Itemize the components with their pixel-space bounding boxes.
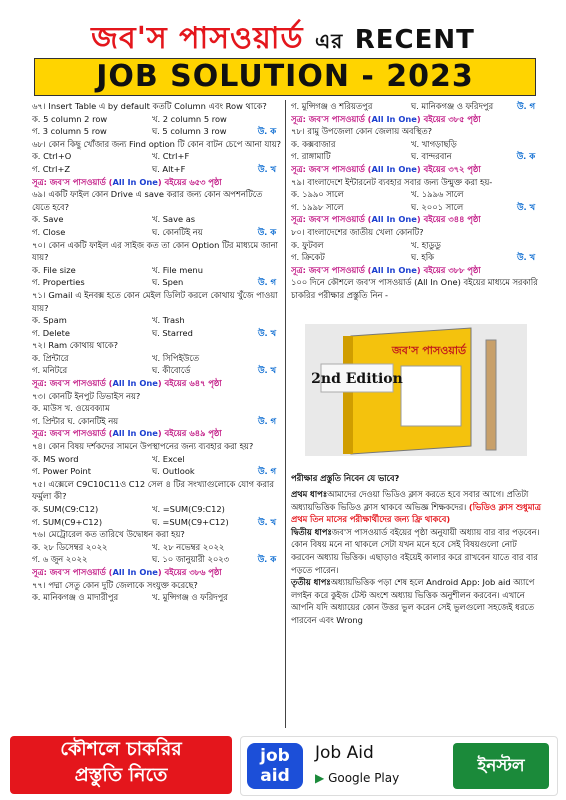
option-row — [32, 163, 282, 176]
option-b: ঘ. কীবোর্ডে — [152, 365, 191, 376]
option-a: ক. মাউস খ. ওয়েবক্যাম — [32, 403, 110, 414]
option-a: গ. মুন্সিগঞ্জ ও শরিয়তপুর — [291, 101, 373, 111]
option-a: ক. SUM(C9:C12) — [32, 504, 99, 514]
option-b: খ. 2 column 5 row — [152, 113, 227, 124]
step-2-label: দ্বিতীয় ধাপঃ — [291, 526, 332, 537]
column-divider — [285, 100, 286, 728]
question-text: ৭০। কোন একটি ফাইল এর সাইজ কত তা কোন Option টির মাধ্যমে জানা যায়? — [32, 239, 278, 263]
question-text: ৬৭। Insert Table এ by default কতটি Column এবং Row থাকে? — [32, 101, 267, 111]
google-play-text: Google Play — [328, 771, 400, 785]
option-a: গ. Power Point — [32, 466, 92, 477]
option-a: গ. প্রিন্টার ঘ. কোনটিই নয় — [32, 415, 119, 426]
option-b: খ. Excel — [152, 453, 185, 464]
answer-label: উ. গ — [517, 101, 535, 111]
question-text: ৬৮। কোন কিছু খোঁজার জন্য Find option টি কোন বাটন চেপে আনা যায়? — [32, 138, 281, 149]
option-a: গ. Ctrl+Z — [32, 163, 71, 174]
brand-name: জব'স পাসওয়ার্ড — [91, 21, 304, 56]
option-b: ঘ. মানিকগঞ্জ ও ফরিদপুর — [411, 101, 494, 111]
source-pre: সূত্র: জব'স পাসওয়ার্ড ( — [32, 566, 113, 577]
option-b: ঘ. Starred — [152, 327, 193, 338]
source-pre: সূত্র: জব'স পাসওয়ার্ড ( — [291, 264, 372, 275]
source-post: ) বইয়ের ৩৭২ পৃষ্ঠা — [416, 163, 481, 174]
option-a: ক. Ctrl+O — [32, 151, 72, 162]
step-1-text: আমাদের দেওয়া ভিডিও ক্লাস করতে হবে সবার আগে। প্রতিটা অধ্যায়ভিত্তিক ভিডিও ক্লাস থাকবে অভিজ্ঞ শিক্ষকদের। — [291, 489, 529, 512]
option-b: ঘ. Alt+F — [152, 163, 186, 174]
answer-label: উ. খ — [258, 365, 276, 376]
source-pre: সূত্র: জব'স পাসওয়ার্ড ( — [291, 163, 372, 174]
question-text: ৭২। Ram কোথায় থাকে? — [32, 340, 118, 351]
app-name: Job Aid — [315, 743, 374, 763]
job-solution-title: JOB SOLUTION - 2023 — [96, 59, 474, 94]
footer-slogan — [10, 736, 232, 794]
option-b: ঘ. ১০ জানুয়ারী ২০২৩ — [152, 554, 230, 565]
answer-label: উ. খ — [517, 201, 535, 212]
answer-label: উ. গ — [258, 277, 276, 288]
option-row — [32, 516, 282, 529]
prep-title: পরীক্ষার প্রস্তুতি নিবেন যে ভাবে? — [291, 472, 400, 483]
edition-text: 2nd Edition — [311, 370, 403, 387]
option-row — [291, 100, 541, 113]
option-b: ঘ. ২০০১ সালে — [411, 201, 464, 212]
step-1-label: প্রথম ধাপঃ — [291, 489, 328, 500]
question-text: ১০০ দিনে কৌশলে জব'স পাসওয়ার্ড (All In One) বইয়ের মাধ্যমে সরকারি চাকরির পরীক্ষার প্রস্তুতি নিন - — [291, 277, 538, 300]
source-pre: সূত্র: জব'স পাসওয়ার্ড ( — [32, 176, 113, 187]
option-b: ঘ. =SUM(C9+C12) — [152, 516, 229, 527]
prep-step-1 — [291, 488, 541, 526]
source-all-in-one: All In One — [112, 428, 158, 439]
source-all-in-one: All In One — [112, 378, 158, 389]
answer-label: উ. খ — [517, 252, 535, 263]
option-b: খ. Ctrl+F — [152, 151, 190, 162]
book-image-box — [401, 366, 461, 426]
answer-label: উ. গ — [258, 415, 276, 426]
book-illustration — [291, 306, 541, 466]
option-b: খ. File menu — [152, 264, 203, 275]
source-pre: সূত্র: জব'স পাসওয়ার্ড ( — [32, 378, 113, 389]
logo-top: job — [260, 746, 290, 766]
question-text: ৬৯। একটি ফাইল কোন Drive এ save করার জন্য কোন অপশনটিতে যেতে হবে? — [32, 189, 263, 212]
option-row — [32, 415, 282, 428]
option-a: ক. File size — [32, 264, 76, 275]
option-row — [32, 591, 282, 604]
option-row — [291, 201, 541, 214]
option-row — [32, 113, 282, 126]
source-post: ) বইয়ের ৬৪৯ পৃষ্ঠা — [157, 428, 222, 439]
option-b: ঘ. Spen — [152, 277, 184, 288]
slogan-line-1: কৌশলে চাকরির — [60, 738, 182, 760]
option-b: খ. Trash — [152, 315, 185, 326]
option-a: গ. মনিটরে — [32, 365, 68, 376]
question-text: ৭১। Gmail এ ইনবক্স হতে কোন মেইল ডিলিট করলে কোথায় খুঁজে পাওয়া যায়? — [32, 289, 278, 313]
option-b: খ. সিপিইউতে — [152, 352, 199, 363]
option-a: গ. SUM(C9+C12) — [32, 516, 103, 527]
source-post: ) বইয়ের ৩৮৮ পৃষ্ঠা — [416, 264, 481, 275]
option-row — [32, 553, 282, 566]
option-a: গ. ক্রিকেট — [291, 252, 325, 263]
right-column — [291, 100, 541, 627]
install-button[interactable]: ইনস্টল — [453, 743, 549, 789]
option-row — [32, 541, 282, 554]
option-b: ঘ. 5 column 3 row — [152, 126, 227, 137]
source-post: ) বইয়ের ৩৮৬ পৃষ্ঠা — [157, 566, 222, 577]
source-all-in-one: All In One — [371, 163, 417, 174]
prep-step-3 — [291, 576, 541, 626]
option-a: ক. MS word — [32, 453, 79, 464]
question-text: ৭৯। বাংলাদেশে ইন্টারনেট ব্যবহার সবার জন্য উন্মুক্ত করা হয়- — [291, 176, 493, 187]
source-all-in-one: All In One — [112, 566, 158, 577]
option-row — [291, 188, 541, 201]
question-text: ৭৫। এক্সেলে C9C10C11ও C12 সেল ৪ টির সংখ্যাগুলোকে যোগ করার ফর্মুলা কী? — [32, 478, 274, 502]
right-column-questions — [291, 100, 541, 302]
source-all-in-one: All In One — [371, 214, 417, 225]
source-reference — [291, 163, 541, 176]
step-3-label: তৃতীয় ধাপঃ — [291, 577, 331, 588]
option-a: ক. মানিকগঞ্জ ও মাদারীপুর — [32, 592, 119, 603]
option-row — [32, 276, 282, 289]
job-aid-logo-icon — [247, 743, 303, 789]
book-cover-graphic — [291, 306, 541, 466]
footer-banner — [0, 730, 566, 800]
banner-recent: RECENT — [354, 25, 475, 55]
source-all-in-one: All In One — [112, 176, 158, 187]
answer-label: উ. ক — [257, 554, 276, 565]
source-reference — [291, 113, 541, 126]
option-a: ক. 5 column 2 row — [32, 113, 108, 124]
option-row — [32, 352, 282, 365]
option-row — [291, 251, 541, 264]
option-row — [32, 453, 282, 466]
google-play-badge[interactable] — [315, 771, 399, 785]
answer-label: উ. ক — [516, 151, 535, 162]
option-a: ক. Save — [32, 214, 64, 225]
prep-step-2 — [291, 526, 541, 576]
option-a: ক. ফুটবল — [291, 239, 324, 250]
book-title-text: জব'স পাসওয়ার্ড — [391, 343, 467, 357]
source-reference — [32, 377, 282, 390]
question-text: ৭৬। মেট্রোরেল কত তারিখে উদ্বোধন করা হয়? — [32, 529, 185, 540]
option-b: খ. মুন্সিগঞ্জ ও ফরিদপুর — [152, 592, 228, 603]
source-pre: সূত্র: জব'স পাসওয়ার্ড ( — [291, 214, 372, 225]
banner-er: এর — [315, 29, 344, 53]
step-3-text: অধ্যায়ভিত্তিক পড়া শেষ হলে Android App: Job aid অ্যাপে লগইন করে কুইজ টেস্ট অংশে অধ্যায় ভিত্তিক অনুশীলন করবেন। এখানে আপনি যদি অধ্যায়ের কোন উত্তর ভুল করেন সেই ভুলগুলো সহজেই ধরতে পারবেন এবং Wrong — [291, 577, 535, 626]
option-b: ঘ. Outlook — [152, 466, 195, 477]
answer-label: উ. ক — [257, 126, 276, 137]
source-all-in-one: All In One — [371, 264, 417, 275]
option-a: গ. Close — [32, 226, 66, 237]
question-text: ৭৮। রামু উপজেলা কোন জেলায় অবস্থিত? — [291, 126, 433, 137]
source-reference — [291, 264, 541, 277]
slogan-line-2: প্রস্তুতি নিতে — [74, 764, 168, 786]
option-row — [32, 150, 282, 163]
option-a: গ. ৬ জুন ২০২২ — [32, 554, 88, 565]
option-b: ঘ. হকি — [411, 252, 434, 263]
option-a: গ. Properties — [32, 277, 85, 288]
source-pre: সূত্র: জব'স পাসওয়ার্ড ( — [32, 428, 113, 439]
option-row — [32, 125, 282, 138]
option-a: ক. ১৯৯০ সালে — [291, 189, 344, 200]
source-reference — [32, 176, 282, 189]
option-row — [291, 239, 541, 252]
step-1-highlight: (ভিডিও ক্লাস শুধুমাত্র প্রথম তিন মাসের পরীক্ষার্থীদের জন্য ফ্রি থাকবে) — [291, 501, 541, 525]
option-row — [32, 465, 282, 478]
option-row — [32, 503, 282, 516]
play-icon: ▶ — [315, 771, 325, 785]
option-b: ঘ. বান্দরবান — [411, 151, 452, 162]
option-b: খ. Save as — [152, 214, 196, 225]
option-a: ক. Spam — [32, 315, 67, 326]
question-text: ৭৪। কোন বিষয় দর্শকদের সামনে উপস্থাপনের জন্য ব্যবহার করা হয়? — [32, 441, 254, 452]
option-row — [291, 150, 541, 163]
step-2-text: জব'স পাসওয়ার্ড বইয়ের পৃষ্ঠা অনুযায়ী অধ্যায় বার বার পড়বেন। কোন বিষয় মনে না থাকলে সেটা যখন মনে হবে সেই বিষয়গুলো নোট করবেন অধ্যায় ভিত্তিক। এছাড়াও বইয়েই কালার করে রাখবেন যাতে বার বার পড়তে পারেন। — [291, 526, 540, 575]
option-row — [291, 138, 541, 151]
answer-label: উ. খ — [258, 327, 276, 338]
option-a: ক. ২৮ ডিসেম্বর ২০২২ — [32, 541, 108, 552]
option-row — [32, 213, 282, 226]
source-post: ) বইয়ের ৩৪৪ পৃষ্ঠা — [416, 214, 481, 225]
option-row — [32, 402, 282, 415]
option-row — [32, 364, 282, 377]
option-b: খ. হাডুডু — [411, 239, 441, 250]
option-b: খ. ১৯৯৬ সালে — [411, 189, 464, 200]
header-banner — [0, 0, 566, 98]
source-reference — [32, 566, 282, 579]
option-b: খ. =SUM(C9:C12) — [152, 504, 225, 514]
source-reference — [32, 427, 282, 440]
question-text: ৭৭। পদ্মা সেতু কোন দুটি জেলাকে সংযুক্ত করেছে? — [32, 579, 198, 590]
option-a: ক. কক্সবাজার — [291, 138, 336, 149]
option-a: গ. 3 column 5 row — [32, 126, 107, 137]
question-text: ৮০। বাংলাদেশের জাতীয় খেলা কোনটি? — [291, 226, 424, 237]
answer-label: উ. খ — [258, 163, 276, 174]
app-promo[interactable] — [240, 736, 558, 796]
logo-bottom: aid — [260, 766, 290, 786]
answer-label: উ. ক — [257, 226, 276, 237]
option-a: গ. রাঙ্গামাটি — [291, 151, 331, 162]
book-spine — [343, 336, 353, 454]
option-row — [32, 226, 282, 239]
option-a: গ. Delete — [32, 327, 70, 338]
pencil — [486, 340, 496, 450]
source-reference — [291, 213, 541, 226]
option-row — [32, 327, 282, 340]
option-a: ক. প্রিন্টারে — [32, 352, 69, 363]
source-post: ) বইয়ের ৩৮৫ পৃষ্ঠা — [416, 113, 481, 124]
option-b: খ. ২৮ নভেম্বর ২০২২ — [152, 541, 225, 552]
option-row — [32, 314, 282, 327]
answer-label: উ. খ — [258, 516, 276, 527]
job-solution-bar — [34, 58, 536, 96]
left-column — [32, 100, 282, 604]
answer-label: উ. গ — [258, 466, 276, 477]
option-b: খ. খাগড়াছড়ি — [411, 138, 457, 149]
option-a: গ. ১৯৯৮ সালে — [291, 201, 344, 212]
source-post: ) বইয়ের ৬৫৩ পৃষ্ঠা — [157, 176, 222, 187]
source-post: ) বইয়ের ৬৪৭ পৃষ্ঠা — [157, 378, 222, 389]
question-text: ৭৩। কোনটি ইনপুট ডিভাইস নয়? — [32, 390, 141, 401]
option-row — [32, 264, 282, 277]
source-pre: সূত্র: জব'স পাসওয়ার্ড ( — [291, 113, 372, 124]
option-b: ঘ. কোনটিই নয় — [152, 226, 203, 237]
source-all-in-one: All In One — [371, 113, 417, 124]
